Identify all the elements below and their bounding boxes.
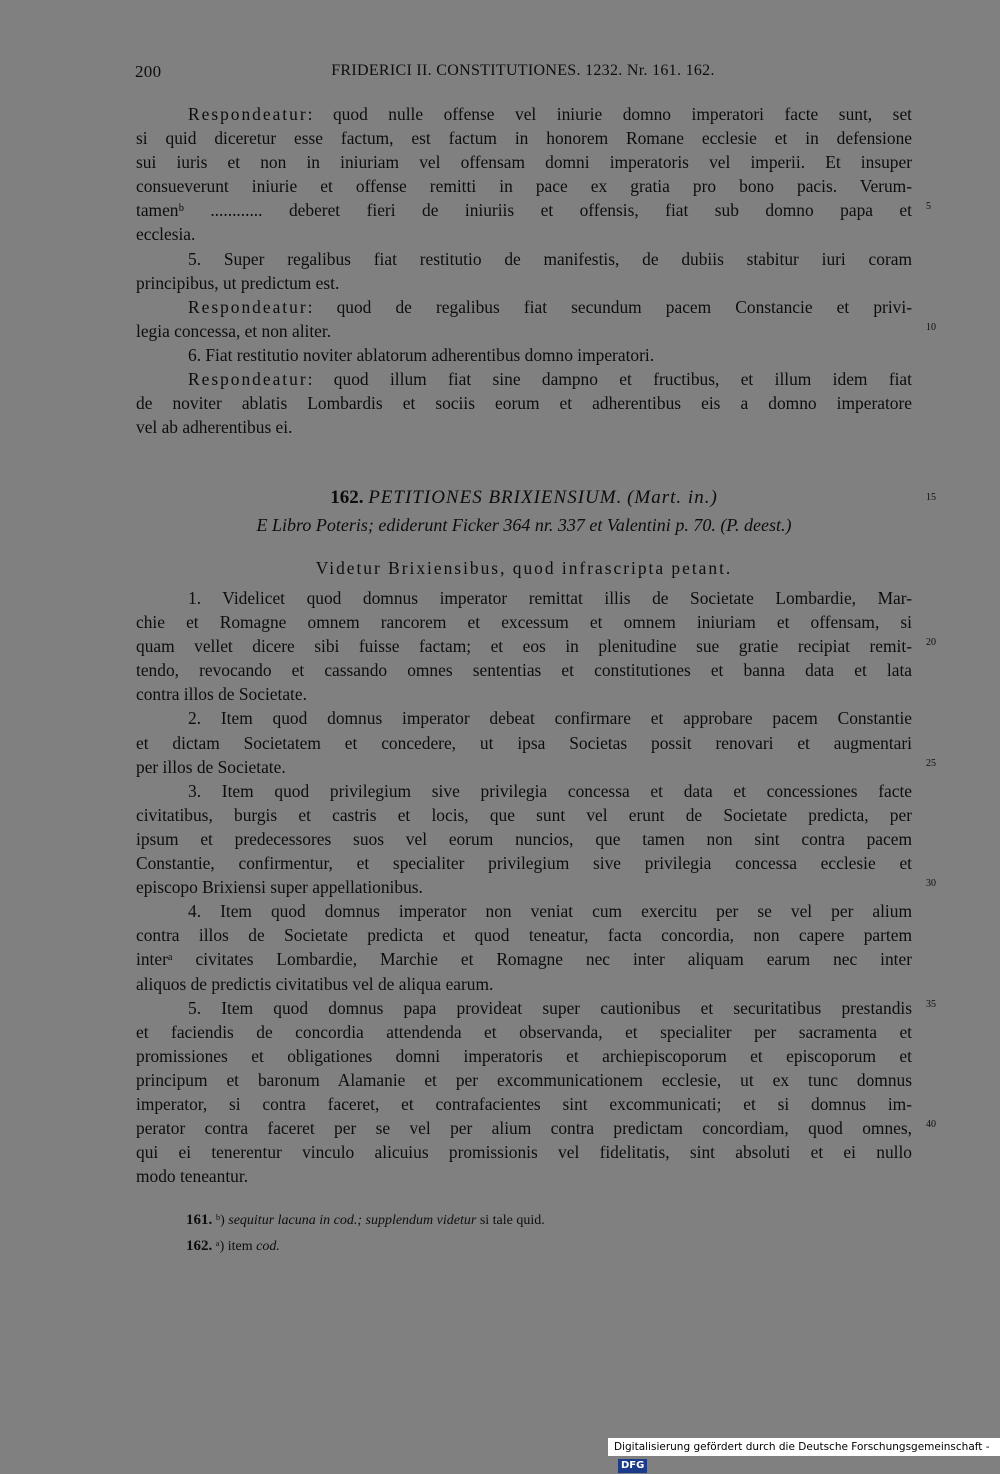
text-line: 6. Fiat restitutio noviter ablatorum adherentibus domno imperatori. <box>188 344 655 365</box>
text-line: tendo, revocando et cassando omnes sententias et constitutiones et banna data et lata <box>136 660 912 681</box>
section-date: (Mart. in.) <box>627 487 718 508</box>
text-line: consueverunt iniurie et offense remitti in pace ex gratia pro bono pacis. Verum- <box>136 176 912 197</box>
footnote-text: si tale quid. <box>479 1213 545 1228</box>
text-line: Respondeatur: quod nulle offense vel iniurie domno imperatori facte sunt, set <box>188 104 912 124</box>
section-source: E Libro Poteris; ediderunt Ficker 364 nr. 337 et Valentini p. 70. (P. deest.) <box>256 515 792 535</box>
text-line: aliquos de predictis civitatibus vel de aliqua earum. <box>136 973 494 994</box>
text-line: si quid diceretur esse factum, est factum in honorem Romane ecclesie et in defensione <box>136 128 912 149</box>
page-header <box>135 62 911 86</box>
section-intro: Videtur Brixiensibus, quod infrascripta petant. <box>315 558 733 578</box>
footnote-162 <box>186 1238 280 1255</box>
text-line: per illos de Societate. <box>136 756 286 777</box>
footnote-mark: ᵇ) <box>215 1213 225 1228</box>
text-line: et faciendis de concordia attendenda et observanda, et specialiter per sacramenta et <box>136 1021 912 1042</box>
text-line: contra illos de Societate predicta et quod teneatur, facta concordia, non capere partem <box>136 925 912 946</box>
footnote-italic: cod. <box>256 1239 280 1254</box>
text-line: perator contra faceret per se vel per alium contra predictam concordiam, quod omnes, <box>136 1118 912 1139</box>
text-line: principum et baronum Alamanie et per excommunicationem ecclesie, ut ex tunc domnus <box>136 1069 912 1090</box>
text-line: imperator, si contra faceret, et contrafacientes sint excommunicati; et si domnus im- <box>136 1093 912 1114</box>
text-line: 5. Super regalibus fiat restitutio de manifestis, de dubiis stabitur iuri coram <box>188 248 912 269</box>
text-line: et dictam Societatem et concedere, ut ipsa Societas possit renovari et augmentari <box>136 732 912 753</box>
section-heading <box>136 487 936 509</box>
footer-credit <box>608 1438 1000 1471</box>
text-line: civitatibus, burgis et castris et locis, que sunt vel erunt de Societate predicta, per <box>136 804 912 825</box>
line-number: 25 <box>926 757 936 769</box>
footnote-number: 162. <box>186 1238 213 1254</box>
text-line: contra illos de Societate. <box>136 684 307 705</box>
text-line: ecclesia. <box>136 224 196 245</box>
footnote-number: 161. <box>186 1212 213 1228</box>
text-line: qui ei tenerentur vinculo alicuius promissionis vel fidelitatis, sint absoluti et ei nullo <box>136 1142 912 1163</box>
text-line: interᵃ civitates Lombardie, Marchie et Romagne nec inter aliquam earum nec inter <box>136 949 912 970</box>
footnote-text: item <box>227 1239 253 1254</box>
text-line: chie et Romagne omnem rancorem et excessum et omnem iniuriam et offensam, si <box>136 612 912 633</box>
text-line: ipsum et predecessores suos vel eorum nuncios, que tamen non sint contra pacem <box>136 828 912 849</box>
line-number: 10 <box>926 321 936 333</box>
text-block-162 <box>136 586 936 1188</box>
text-line: 2. Item quod domnus imperator debeat confirmare et approbare pacem Constantie <box>188 708 912 729</box>
section-title: PETITIONES BRIXIENSIUM. <box>368 487 623 508</box>
text-line: 3. Item quod privilegium sive privilegia concessa et data et concessiones facte <box>188 780 912 801</box>
text-line: de noviter ablatis Lombardis et sociis eorum et adherentibus eis a domno imperatore <box>136 393 912 414</box>
text-line: Respondeatur: quod de regalibus fiat secundum pacem Constancie et privi- <box>188 296 912 317</box>
footer-text: Digitalisierung gefördert durch die Deutsche Forschungsgemeinschaft - <box>614 1441 990 1453</box>
text-line: 4. Item quod domnus imperator non veniat cum exercitu per se vel per alium <box>188 901 912 922</box>
text-line: promissiones et obligationes domni imperatoris et archiepiscoporum et episcoporum et <box>136 1045 912 1066</box>
text-line: Constantie, confirmentur, et specialiter privilegium sive privilegia concessa ecclesie et <box>136 853 912 874</box>
text-line: legia concessa, et non aliter. <box>136 320 332 341</box>
text-line: quam vellet dicere sibi fuisse factam; et eos in plenitudine sue gratie recipiat remit- <box>136 636 912 657</box>
line-number: 15 <box>926 492 936 503</box>
text-line: principibus, ut predictum est. <box>136 272 340 293</box>
text-block-161 <box>136 102 936 439</box>
footnote-161 <box>186 1212 545 1229</box>
line-number: 40 <box>926 1119 936 1131</box>
line-number: 30 <box>926 878 936 890</box>
text-line: tamenᵇ ............ deberet fieri de iniuriis et offensis, fiat sub domno papa et <box>136 200 912 221</box>
text-line: Respondeatur: quod illum fiat sine dampno et fructibus, et illum idem fiat <box>188 369 912 390</box>
text-line: episcopo Brixiensi super appellationibus. <box>136 877 423 898</box>
text-line: sui iuris et non in iniuriam vel offensam domni imperatoris vel imperii. Et insuper <box>136 152 912 173</box>
text-line: 1. Videlicet quod domnus imperator remittat illis de Societate Lombardie, Mar- <box>188 588 912 608</box>
line-number: 35 <box>926 998 936 1010</box>
page-number: 200 <box>135 62 162 81</box>
dfg-logo-icon: DFG <box>618 1459 647 1473</box>
running-title: FRIDERICI II. CONSTITUTIONES. 1232. Nr. 161. 162. <box>331 62 715 79</box>
line-number: 5 <box>926 201 931 213</box>
footnote-mark: ᵃ) <box>215 1239 225 1254</box>
section-number: 162. <box>330 487 364 508</box>
text-line: 5. Item quod domnus papa provideat super cautionibus et securitatibus prestandis <box>188 997 912 1018</box>
line-number: 20 <box>926 637 936 649</box>
footnote-italic: sequitur lacuna in cod.; supplendum videtur <box>228 1213 477 1228</box>
text-line: vel ab adherentibus ei. <box>136 417 293 438</box>
text-line: modo teneantur. <box>136 1166 249 1187</box>
